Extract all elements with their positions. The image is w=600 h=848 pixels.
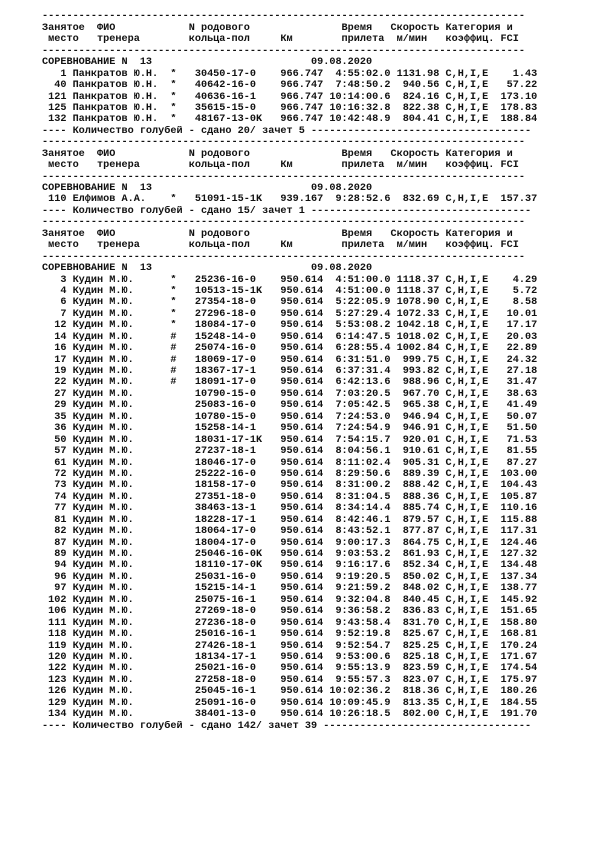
result-row: 123 Кудин М.Ю. 27258-18-0 950.614 9:55:57.3 823.07 C,H,I,E 175.97 <box>42 674 538 686</box>
result-row: 16 Кудин М.Ю. # 25074-16-0 950.614 6:28:55.4 1002.84 C,H,I,E 22.89 <box>42 343 538 355</box>
result-row: 110 Елфимов А.А. * 51091-15-1K 939.167 9:28:52.6 832.69 C,H,I,E 157.37 <box>42 194 538 206</box>
result-row: 122 Кудин М.Ю. 25021-16-0 950.614 9:55:13.9 823.59 C,H,I,E 174.54 <box>42 663 538 675</box>
result-row: 57 Кудин М.Ю. 27237-18-1 950.614 8:04:56.1 910.61 C,H,I,E 81.55 <box>42 446 538 458</box>
result-row: 6 Кудин М.Ю. * 27354-18-0 950.614 5:22:05.9 1078.90 C,H,I,E 8.58 <box>42 297 538 309</box>
section-summary: ---- Количество голубей - сдано 142/ зачет 39 ---------------------------------- <box>42 720 532 732</box>
result-row: 82 Кудин М.Ю. 18064-17-0 950.614 8:43:52.1 877.87 C,H,I,E 117.31 <box>42 526 538 538</box>
result-row: 3 Кудин М.Ю. * 25236-16-0 950.614 4:51:00.0 1118.37 C,H,I,E 4.29 <box>42 274 538 286</box>
separator-line: ------------------------------------------------------------------------------- <box>42 171 525 183</box>
result-row: 73 Кудин М.Ю. 18158-17-0 950.614 8:31:00.2 888.42 C,H,I,E 104.43 <box>42 480 538 492</box>
table-header: место тренера кольца-пол Км прилета м/мин коэффиц. FCI <box>42 240 519 252</box>
separator-line: ------------------------------------------------------------------------------- <box>42 137 525 149</box>
result-row: 94 Кудин М.Ю. 18110-17-0K 950.614 9:16:17.6 852.34 C,H,I,E 134.48 <box>42 560 538 572</box>
result-row: 125 Панкратов Ю.Н. * 35615-15-0 966.747 10:16:32.8 822.38 C,H,I,E 178.83 <box>42 102 538 114</box>
table-header: место тренера кольца-пол Км прилета м/мин коэффиц. FCI <box>42 160 519 172</box>
result-row: 118 Кудин М.Ю. 25016-16-1 950.614 9:52:19.8 825.67 C,H,I,E 168.81 <box>42 629 538 641</box>
result-row: 111 Кудин М.Ю. 27236-18-0 950.614 9:43:58.4 831.70 C,H,I,E 158.80 <box>42 617 538 629</box>
result-row: 106 Кудин М.Ю. 27269-18-0 950.614 9:36:58.2 836.83 C,H,I,E 151.65 <box>42 606 538 618</box>
result-row: 36 Кудин М.Ю. 15258-14-1 950.614 7:24:54.9 946.91 C,H,I,E 51.50 <box>42 423 538 435</box>
section-summary: ---- Количество голубей - сдано 20/ зачет 5 ------------------------------------ <box>42 125 532 137</box>
separator-line: ------------------------------------------------------------------------------- <box>42 11 525 23</box>
competition-title: СОРЕВНОВАНИЕ N 13 09.08.2020 <box>42 263 373 275</box>
result-row: 61 Кудин М.Ю. 18046-17-0 950.614 8:11:02.4 905.31 C,H,I,E 87.27 <box>42 457 538 469</box>
result-row: 40 Панкратов Ю.Н. * 40642-16-0 966.747 7:48:50.2 940.56 C,H,I,E 57.22 <box>42 80 538 92</box>
result-row: 4 Кудин М.Ю. * 10513-15-1K 950.614 4:51:00.0 1118.37 C,H,I,E 5.72 <box>42 285 538 297</box>
table-header: Занятое ФИО N родового Время Скорость Категория и <box>42 228 513 240</box>
result-row: 19 Кудин М.Ю. # 18367-17-1 950.614 6:37:31.4 993.82 C,H,I,E 27.18 <box>42 366 538 377</box>
result-row: 17 Кудин М.Ю. # 18069-17-0 950.614 6:31:51.0 999.75 C,H,I,E 24.32 <box>42 354 538 366</box>
result-row: 126 Кудин М.Ю. 25045-16-1 950.614 10:02:36.2 818.36 C,H,I,E 180.26 <box>42 686 538 698</box>
result-row: 134 Кудин М.Ю. 38401-13-0 950.614 10:26:18.5 802.00 C,H,I,E 191.70 <box>42 709 538 721</box>
table-header: Занятое ФИО N родового Время Скорость Категория и <box>42 22 513 34</box>
result-row: 27 Кудин М.Ю. 10790-15-0 950.614 7:03:20.5 967.70 C,H,I,E 38.63 <box>42 388 538 400</box>
result-row: 77 Кудин М.Ю. 38463-13-1 950.614 8:34:14.4 885.74 C,H,I,E 110.16 <box>42 503 538 515</box>
result-row: 132 Панкратов Ю.Н. * 48167-13-0K 966.747 10:42:48.9 804.41 C,H,I,E 188.84 <box>42 114 538 126</box>
result-row: 22 Кудин М.Ю. # 18091-17-0 950.614 6:42:13.6 988.96 C,H,I,E 31.47 <box>42 377 538 389</box>
separator-line: ------------------------------------------------------------------------------- <box>42 45 525 57</box>
result-row: 121 Панкратов Ю.Н. * 40636-16-1 966.747 10:14:00.6 824.16 C,H,I,E 173.10 <box>42 91 538 103</box>
result-row: 81 Кудин М.Ю. 18228-17-1 950.614 8:42:46.1 879.57 C,H,I,E 115.88 <box>42 514 538 526</box>
result-row: 1 Панкратов Ю.Н. * 30450-17-0 966.747 4:55:02.0 1131.98 C,H,I,E 1.43 <box>42 68 538 80</box>
result-row: 87 Кудин М.Ю. 18004-17-0 950.614 9:00:17.3 864.75 C,H,I,E 124.46 <box>42 537 538 549</box>
result-row: 35 Кудин М.Ю. 10780-15-0 950.614 7:24:53.0 946.94 C,H,I,E 50.07 <box>42 411 538 423</box>
result-row: 29 Кудин М.Ю. 25083-16-0 950.614 7:05:42.5 965.38 C,H,I,E 41.49 <box>42 400 538 412</box>
competition-title: СОРЕВНОВАНИЕ N 13 09.08.2020 <box>42 57 373 69</box>
results-document <box>42 0 597 732</box>
table-header: Занятое ФИО N родового Время Скорость Категория и <box>42 148 513 160</box>
separator-line: ------------------------------------------------------------------------------- <box>42 217 525 229</box>
result-row: 129 Кудин М.Ю. 25091-16-0 950.614 10:09:45.9 813.35 C,H,I,E 184.55 <box>42 697 538 709</box>
blank-line <box>42 0 597 11</box>
separator-line: ------------------------------------------------------------------------------- <box>42 251 525 263</box>
result-row: 12 Кудин М.Ю. * 18084-17-0 950.614 5:53:08.2 1042.18 C,H,I,E 17.17 <box>42 320 538 332</box>
result-row: 74 Кудин М.Ю. 27351-18-0 950.614 8:31:04.5 888.36 C,H,I,E 105.87 <box>42 491 538 503</box>
result-row: 89 Кудин М.Ю. 25046-16-0K 950.614 9:03:53.2 861.93 C,H,I,E 127.32 <box>42 549 538 560</box>
result-row: 119 Кудин М.Ю. 27426-18-1 950.614 9:52:54.7 825.25 C,H,I,E 170.24 <box>42 640 538 652</box>
result-row: 14 Кудин М.Ю. # 15248-14-0 950.614 6:14:47.5 1018.02 C,H,I,E 20.03 <box>42 331 538 343</box>
result-row: 50 Кудин М.Ю. 18031-17-1K 950.614 7:54:15.7 920.01 C,H,I,E 71.53 <box>42 434 538 446</box>
result-row: 7 Кудин М.Ю. * 27296-18-0 950.614 5:27:29.4 1072.33 C,H,I,E 10.01 <box>42 308 538 320</box>
result-row: 72 Кудин М.Ю. 25222-16-0 950.614 8:29:50.6 889.39 C,H,I,E 103.00 <box>42 468 538 480</box>
result-row: 120 Кудин М.Ю. 18134-17-1 950.614 9:53:00.6 825.18 C,H,I,E 171.67 <box>42 651 538 663</box>
table-header: место тренера кольца-пол Км прилета м/мин коэффиц. FCI <box>42 34 519 46</box>
result-row: 97 Кудин М.Ю. 15215-14-1 950.614 9:21:59.2 848.02 C,H,I,E 138.77 <box>42 583 538 595</box>
competition-title: СОРЕВНОВАНИЕ N 13 09.08.2020 <box>42 183 373 194</box>
result-row: 96 Кудин М.Ю. 25031-16-0 950.614 9:19:20.5 850.02 C,H,I,E 137.34 <box>42 571 538 583</box>
section-summary: ---- Количество голубей - сдано 15/ зачет 1 ------------------------------------ <box>42 205 532 217</box>
result-row: 102 Кудин М.Ю. 25075-16-1 950.614 9:32:04.8 840.45 C,H,I,E 145.92 <box>42 594 538 606</box>
